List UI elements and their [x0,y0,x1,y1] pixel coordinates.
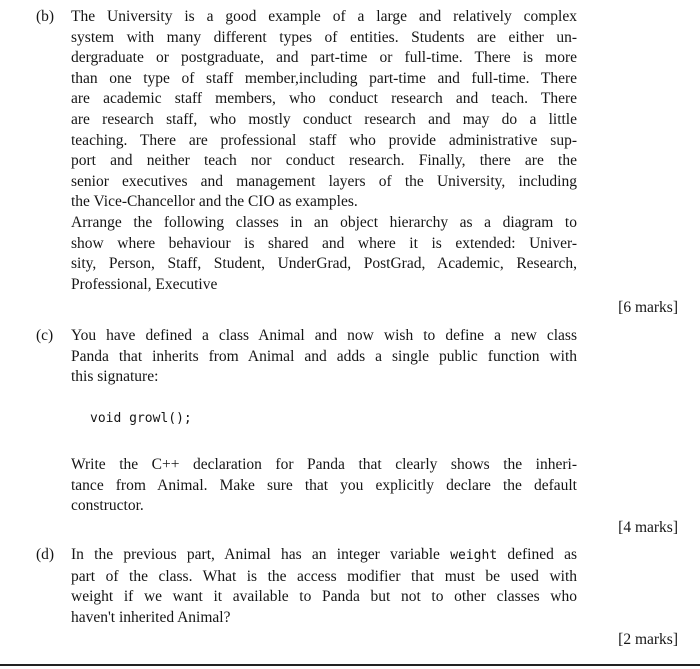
text-line: show where behaviour is shared and where it is extended: Univer- [71,234,577,252]
text-line: Arrange the following classes in an object hierarchy as a diagram to [71,213,577,231]
text-line: weight if we want it available to Panda but not to other classes who [71,588,577,606]
text-line [71,545,577,567]
text-line: senior executives and management layers of the University, including [71,172,577,190]
text-line: port and neither teach nor conduct research. Finally, there are the [71,152,577,170]
text-line: haven't inherited Animal? [71,608,231,626]
text-line: Panda that inherits from Animal and adds a single public function with [71,347,577,365]
text-line: dergraduate or postgraduate, and part-time or full-time. There is more [71,49,577,67]
question-c-task [71,455,577,517]
text-line: are research staff, who mostly conduct research and may do a little [71,110,577,128]
text-line: this signature: [71,368,159,386]
question-c-marks: [4 marks] [618,519,678,536]
text-line: constructor. [71,497,144,515]
text-line: teaching. There are professional staff who provide administrative sup- [71,131,577,149]
text-line: sity, Person, Staff, Student, UnderGrad, PostGrad, Academic, Research, [71,255,577,273]
text-line: Professional, Executive [71,275,218,293]
question-b-task [71,213,577,295]
code-signature: void growl(); [90,411,192,426]
question-c-label: (c) [36,327,54,344]
text-fragment: In the previous part, Animal has an integer variable [71,546,451,563]
inline-code-weight: weight [450,548,498,563]
question-b-label: (b) [36,8,55,25]
text-line: Write the C++ declaration for Panda that clearly shows the inheri- [71,456,577,473]
question-c-intro [71,326,577,388]
question-b-context [71,7,577,213]
text-line: are academic staff members, who conduct research and teach. There [71,90,577,108]
text-line: system with many different types of entities. Students are either un- [71,28,577,46]
text-line: tance from Animal. Make sure that you explicitly declare the default [71,476,577,494]
text-line: The University is a good example of a large and relatively complex [71,8,577,25]
question-d-body [71,545,577,628]
question-b-marks: [6 marks] [618,299,678,316]
text-line: You have defined a class Animal and now wish to define a new class [71,327,577,344]
text-line: than one type of staff member,including part-time and full-time. There [71,69,577,87]
text-fragment: defined as [497,546,578,563]
bottom-rule [0,664,700,666]
question-b-body [71,7,577,295]
question-d-label: (d) [36,546,55,563]
question-d-marks: [2 marks] [618,631,678,648]
text-line: the Vice-Chancellor and the CIO as examples. [71,193,358,211]
text-line: part of the class. What is the access modifier that must be used with [71,567,577,585]
